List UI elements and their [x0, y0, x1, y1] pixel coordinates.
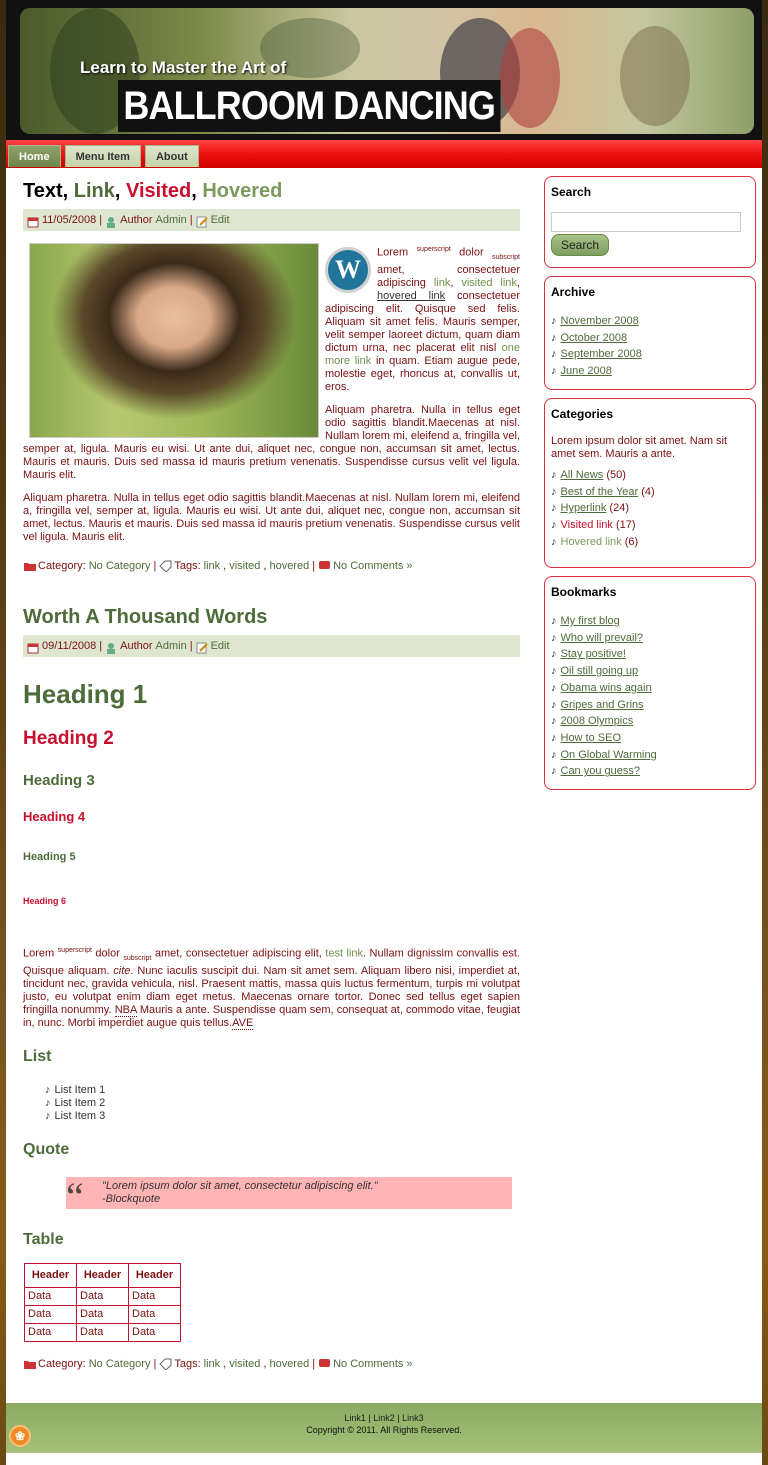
list-heading: List	[23, 1047, 52, 1065]
table-header-row	[25, 1263, 181, 1287]
text: Lorem	[377, 246, 409, 259]
category-item	[551, 484, 749, 501]
bookmark-link[interactable]: Can you guess?	[560, 765, 640, 778]
categories-desc: Lorem ipsum dolor sit amet. Nam sit amet sem. Mauris a ante.	[551, 435, 728, 460]
folder-icon	[23, 1358, 35, 1370]
comments-link[interactable]: No Comments »	[333, 1357, 413, 1370]
paragraph: Aliquam pharetra. Nulla in tellus eget odio sagittis blandit.Maecenas at nisl. Nullam lorem mi, eleifend a, fringilla vel, semper at, ligula. Mauris eu wisi. Ut ante dui, aliquet nec, congue non, accumsan sit amet, lectus. Mauris et mauris. Duis sed massa id mauris pretium venenatis. Suspendisse cursus velit vel ligula. Mauris elit.	[23, 491, 520, 543]
category-count: (4)	[641, 485, 655, 498]
data-table	[24, 1263, 181, 1342]
text: amet, consectetuer adipiscing	[377, 263, 520, 289]
table-header: Header	[129, 1263, 181, 1287]
archive-item	[551, 363, 749, 380]
text: . Nullam dignissim convallis est. Quisque aliquam.	[23, 947, 520, 977]
bookmark-link[interactable]: On Global Warming	[560, 748, 657, 761]
post-footer: Category: No Category | Tags: link , visited , hovered | No Comments »	[23, 560, 520, 572]
footer-link[interactable]: Link3	[402, 1413, 424, 1423]
author-link[interactable]: Admin	[155, 639, 187, 652]
table-cell: Data	[129, 1287, 181, 1305]
category-link[interactable]: Hovered link	[560, 535, 622, 548]
category-count: (24)	[609, 502, 629, 515]
archive-list	[551, 313, 749, 380]
bookmark-item	[551, 713, 749, 730]
title-text: Text	[23, 180, 63, 202]
archive-item	[551, 346, 749, 363]
table-cell: Data	[77, 1287, 129, 1305]
hovered-link[interactable]: hovered link	[377, 289, 446, 302]
bookmark-item	[551, 663, 749, 680]
list-item: ♪ List Item 1	[45, 1084, 520, 1097]
site-title: BALLROOM DANCING	[118, 80, 500, 132]
table-row	[25, 1323, 181, 1341]
category-link[interactable]: Best of the Year	[560, 485, 639, 498]
superscript: superscript	[416, 246, 451, 253]
edit-icon	[196, 214, 208, 226]
subscript: subscript	[123, 954, 152, 962]
cite: cite	[113, 964, 131, 977]
bookmark-item	[551, 747, 749, 764]
quote-heading: Quote	[23, 1140, 70, 1158]
test-link[interactable]: test link	[325, 947, 364, 960]
post-footer: Category: No Category | Tags: link , visited , hovered | No Comments »	[23, 1358, 520, 1370]
table-cell: Data	[25, 1323, 77, 1341]
bookmark-link[interactable]: Gripes and Grins	[560, 698, 644, 711]
heading-3: Heading 3	[23, 771, 95, 789]
author-label: Author	[120, 639, 153, 652]
search-widget	[544, 176, 756, 268]
quote-text: "Lorem ipsum dolor sit amet, consectetur adipiscing elit."	[102, 1179, 378, 1192]
footer-sep: |	[397, 1413, 400, 1423]
categories-list	[551, 467, 749, 551]
bookmark-item	[551, 613, 749, 630]
tag-link[interactable]: visited	[229, 559, 261, 572]
archive-link[interactable]: June 2008	[560, 365, 612, 378]
nav-menu-item[interactable]: Menu Item	[65, 145, 141, 167]
header-tagline: Learn to Master the Art of	[80, 58, 287, 77]
title-visited[interactable]: Visited	[126, 180, 192, 202]
archive-item	[551, 330, 749, 347]
text: Mauris a ante. Suspendisse quam sem, consequat at, commodo vitae, feugiat in, nunc. Morbi imperdiet augue quis tellus.	[23, 1003, 520, 1029]
archive-widget	[544, 276, 756, 390]
widget-title: Bookmarks	[551, 585, 617, 599]
blockquote	[66, 1173, 512, 1219]
text: dolor	[459, 246, 484, 259]
category-count: (17)	[615, 519, 636, 532]
category-item	[551, 500, 749, 517]
post-meta: 09/11/2008 | Author Admin | Edit	[23, 635, 520, 657]
search-input[interactable]	[551, 212, 741, 232]
abbr-ave: AVE	[232, 1016, 254, 1029]
subscript: subscript	[491, 253, 520, 261]
tag-link[interactable]: hovered	[269, 559, 310, 572]
bookmark-item	[551, 730, 749, 747]
list-item: ♪ List Item 2	[45, 1097, 520, 1110]
footer-links	[6, 1412, 762, 1424]
post-meta: 11/05/2008 | Author Admin | Edit	[23, 209, 520, 231]
list	[45, 1084, 520, 1123]
table-heading: Table	[23, 1230, 64, 1248]
category-link[interactable]: All News	[560, 469, 604, 481]
category-item	[551, 534, 749, 551]
visited-link[interactable]: visited link	[461, 276, 517, 289]
rss-icon[interactable]: ❀	[9, 1425, 31, 1447]
heading-5: Heading 5	[23, 850, 76, 863]
archive-link[interactable]: September 2008	[560, 348, 642, 361]
table-row	[25, 1287, 181, 1305]
bookmark-item	[551, 697, 749, 714]
text: Lorem	[23, 947, 55, 960]
heading-1: Heading 1	[23, 678, 148, 709]
heading-6: Heading 6	[23, 895, 67, 906]
tag-link[interactable]: visited	[229, 1357, 261, 1370]
bookmark-link[interactable]: Oil still going up	[560, 665, 639, 678]
quote-source: -Blockquote	[102, 1192, 161, 1205]
main-nav	[8, 145, 199, 167]
one-more-link[interactable]: one more link	[325, 341, 521, 367]
category-link[interactable]: No Category	[88, 559, 151, 572]
category-count: (6)	[624, 535, 639, 548]
nav-home[interactable]: Home	[8, 145, 61, 167]
bookmark-link[interactable]: 2008 Olympics	[560, 715, 634, 728]
bookmarks-widget	[544, 576, 756, 790]
user-icon	[105, 214, 117, 226]
bookmarks-list	[551, 613, 749, 780]
archive-link[interactable]: October 2008	[560, 331, 628, 344]
quote-text-block	[102, 1180, 378, 1206]
archive-link[interactable]: November 2008	[560, 315, 639, 327]
footer-link[interactable]: Link2	[373, 1413, 395, 1423]
tags-label: Tags:	[174, 1357, 201, 1370]
search-button[interactable]: Search	[551, 234, 609, 256]
folder-icon	[23, 560, 35, 572]
nav-about[interactable]: About	[145, 145, 199, 167]
calendar-icon	[27, 640, 39, 652]
inline-link[interactable]: link	[433, 276, 451, 289]
footer	[6, 1403, 762, 1453]
quote-icon: “	[66, 1173, 84, 1219]
category-link[interactable]: No Category	[88, 1357, 151, 1370]
bookmark-item	[551, 646, 749, 663]
widget-title: Categories	[551, 407, 614, 421]
bookmark-link[interactable]: Obama wins again	[560, 681, 652, 694]
post-image	[29, 243, 319, 438]
edit-icon	[196, 640, 208, 652]
category-link[interactable]: Visited link	[560, 519, 613, 532]
comments-link[interactable]: No Comments »	[333, 559, 413, 572]
table-cell: Data	[77, 1305, 129, 1323]
categories-widget	[544, 398, 756, 568]
wordpress-icon: W	[325, 247, 371, 293]
category-item	[551, 517, 749, 534]
category-link[interactable]: Hyperlink	[560, 502, 607, 515]
post-title[interactable]: Worth A Thousand Words	[23, 605, 268, 628]
tag-icon	[159, 1358, 171, 1370]
edit-link[interactable]: Edit	[210, 639, 230, 652]
table-cell: Data	[25, 1287, 77, 1305]
table-cell: Data	[77, 1323, 129, 1341]
table-header: Header	[25, 1263, 77, 1287]
widget-title: Archive	[551, 285, 596, 299]
category-item	[551, 467, 749, 484]
title-link[interactable]: Link	[73, 180, 115, 202]
archive-item	[551, 313, 749, 330]
category-count: (50)	[606, 469, 626, 481]
user-icon	[105, 640, 117, 652]
bookmark-link[interactable]: Stay positive!	[560, 648, 626, 661]
list-item: ♪ List Item 3	[45, 1110, 520, 1123]
text: . Nunc iaculis suscipit dui. Nam sit amet sem. Aliquam libero nisi, imperdiet at, tincidunt nec, gravida vehicula, nisl. Praesent mattis, massa quis luctus fermentum, turpis mi volutpat justo, eu volutpat enim diam eget metus. Maecenas ornare tortor. Donec sed tellus eget sapien fringilla nonummy.	[23, 964, 520, 1016]
bookmark-link[interactable]: My first blog	[560, 615, 620, 627]
tag-link[interactable]: link	[203, 559, 221, 572]
footer-link[interactable]: Link1	[344, 1413, 366, 1423]
post-body	[23, 243, 520, 544]
page	[6, 0, 762, 1465]
table-row	[25, 1305, 181, 1323]
bookmark-item	[551, 680, 749, 697]
edit-link[interactable]: Edit	[210, 214, 230, 226]
post-date: 11/05/2008	[42, 214, 97, 226]
text: amet, consectetuer adipiscing elit,	[154, 947, 322, 960]
abbr-nba: NBA	[114, 1003, 137, 1016]
post-title: Text, Link, Visited, Hovered	[23, 180, 283, 202]
table-cell: Data	[25, 1305, 77, 1323]
bookmark-item	[551, 763, 749, 780]
table-header: Header	[77, 1263, 129, 1287]
header	[6, 0, 762, 140]
table-cell: Data	[129, 1323, 181, 1341]
bookmark-item	[551, 630, 749, 647]
tag-link[interactable]: hovered	[269, 1357, 310, 1370]
paragraph: Aliquam pharetra. Nulla in tellus eget odio sagittis blandit.Maecenas at nisl. Nullam lorem mi, eleifend a, fringilla vel, semper at, ligula. Mauris eu wisi. Ut ante dui, aliquet nec, congue non, accumsan sit amet, lectus. Mauris et mauris. Duis sed massa id mauris pretium venenatis. Suspendisse cursus velit vel ligula. Mauris elit.	[23, 403, 520, 481]
bookmark-link[interactable]: How to SEO	[560, 731, 622, 744]
paragraph: W Lorem $^{superscript}$ dolor $_{subscript}$ amet, consectetuer adipiscing link, visited link, hovered link consectetuer adipiscing elit. Quisque sed felis. Aliquam sit amet felis. Mauris semper, velit semper laoreet dictum, quam diam dictum urna, nec placerat elit nisl one more link in quam. Etiam augue pede, molestie eget, rhoncus at, convallis ut, eros.	[325, 246, 521, 393]
main-content	[23, 180, 520, 1370]
tag-icon	[159, 560, 171, 572]
category-label: Category:	[38, 1357, 86, 1370]
calendar-icon	[27, 214, 39, 226]
footer-sep: |	[368, 1413, 371, 1423]
widget-title: Search	[551, 185, 592, 199]
title-hovered[interactable]: Hovered	[202, 180, 283, 202]
text: in quam. Etiam augue pede, molestie eget, rhoncus at, convallis ut, eros.	[325, 354, 521, 393]
comments-icon	[318, 1358, 330, 1370]
bookmark-link[interactable]: Who will prevail?	[560, 631, 644, 644]
header-banner	[20, 8, 754, 134]
copyright: Copyright © 2011. All Rights Reserved.	[306, 1425, 462, 1435]
category-label: Category:	[38, 559, 86, 572]
comments-icon	[318, 560, 330, 572]
paragraph	[23, 944, 520, 1030]
text: consectetuer adipiscing elit. Quisque sed felis. Aliquam sit amet felis. Mauris semper, velit semper laoreet dictum, quam diam dictum urna, nec placerat elit nisl	[325, 289, 520, 354]
tags-label: Tags:	[174, 559, 201, 572]
post-date: 09/11/2008	[42, 639, 97, 652]
superscript: superscript	[57, 946, 92, 954]
heading-2: Heading 2	[23, 727, 114, 749]
heading-4: Heading 4	[23, 808, 86, 824]
table-cell: Data	[129, 1305, 181, 1323]
text: dolor	[95, 947, 120, 960]
tag-link[interactable]: link	[203, 1357, 221, 1370]
author-label: Author	[120, 214, 153, 226]
author-link[interactable]: Admin	[155, 214, 187, 226]
